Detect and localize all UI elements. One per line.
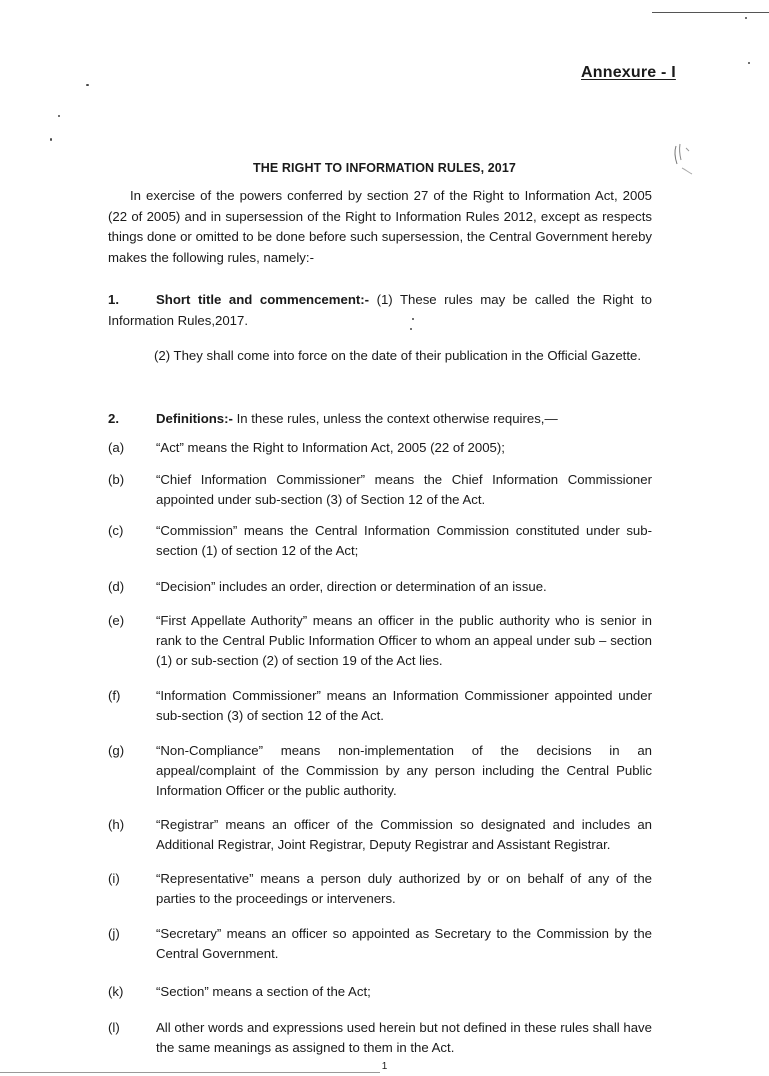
definition-item [108,577,652,597]
definition-text: “Secretary” means an officer so appointed as Secretary to the Commission by the Central Government. [156,926,652,961]
definition-label: (b) [108,472,125,487]
definition-label: (l) [108,1020,120,1035]
definition-text: “Chief Information Commissioner” means the Chief Information Commissioner appointed under sub-section (3) of Section 12 of the Act. [156,472,652,507]
definition-item [108,686,652,726]
scan-edge-line [0,1072,380,1073]
definition-item [108,438,652,458]
definition-label: (a) [108,440,125,455]
rule-1 [108,290,652,331]
definition-text: “Registrar” means an officer of the Commission so designated and includes an Additional Registrar, Joint Registrar, Deputy Registrar and Assistant Registrar. [156,817,652,852]
definition-label: (c) [108,523,124,538]
scan-speck [50,138,52,141]
definition-text: “Section” means a section of the Act; [156,984,371,999]
definition-text: “First Appellate Authority” means an officer in the public authority who is senior in rank to the Central Public Information Officer to whom an appeal under sub – section (1) or sub-section (2) of section 19 of the Act lies. [156,613,652,668]
definition-item [108,470,652,510]
definition-label: (g) [108,743,125,758]
definition-item [108,924,652,964]
definition-label: (d) [108,579,125,594]
definition-item [108,815,652,855]
rule-2 [108,409,652,430]
definition-item [108,869,652,909]
annexure-label: Annexure - I [581,64,676,81]
scan-edge-line [652,12,769,13]
rule-heading: Short title and commencement:- [156,292,370,307]
definition-item [108,1018,652,1058]
document-title: THE RIGHT TO INFORMATION RULES, 2017 [253,161,516,175]
definition-text: “Non-Compliance” means non-implementation of the decisions in an appeal/complaint of the Commission by any person including the Central Public Information Officer or the public authority. [156,743,652,798]
definition-label: (j) [108,926,120,941]
definition-text: “Decision” includes an order, direction or determination of an issue. [156,579,547,594]
definition-text: All other words and expressions used herein but not defined in these rules shall have the same meanings as assigned to them in the Act. [156,1020,652,1055]
definition-item [108,741,652,801]
rule-text: (1) These rules may be called the Right to Information Rules,2017. [108,292,652,328]
scan-speck [745,17,747,19]
definition-text: “Representative” means a person duly authorized by or on behalf of any of the parties to the proceedings or interveners. [156,871,652,906]
definition-label: (f) [108,688,121,703]
definition-text: “Information Commissioner” means an Information Commissioner appointed under sub-section (3) of section 12 of the Act. [156,688,652,723]
rule-heading: Definitions:- [156,411,233,426]
preamble-text: In exercise of the powers conferred by section 27 of the Right to Information Act, 2005 (22 of 2005) and in supersession of the Right to Information Rules 2012, except as respects things done or omitted to be done before such supersession, the Central Government hereby makes the following rules, namely:- [108,188,652,265]
page-number: 1 [381,1061,388,1072]
definition-item [108,521,652,561]
definition-label: (e) [108,613,125,628]
definition-label: (i) [108,871,120,886]
definition-text: “Commission” means the Central Information Commission constituted under sub-section (1) of section 12 of the Act; [156,523,652,558]
scan-speck [58,115,60,117]
definition-label: (k) [108,984,124,999]
definition-text: “Act” means the Right to Information Act, 2005 (22 of 2005); [156,440,505,455]
rule-1-subsection-2 [132,346,652,367]
definition-label: (h) [108,817,125,832]
rule-number: 2. [108,411,119,426]
rule-subsection-text: (2) They shall come into force on the date of their publication in the Official Gazette. [154,348,641,363]
preamble-paragraph [108,186,652,268]
rule-text: In these rules, unless the context otherwise requires,— [232,411,558,426]
rule-number: 1. [108,292,119,307]
definition-item [108,982,652,1002]
scan-speck [748,62,750,64]
definition-item [108,611,652,671]
scan-speck [86,84,89,86]
